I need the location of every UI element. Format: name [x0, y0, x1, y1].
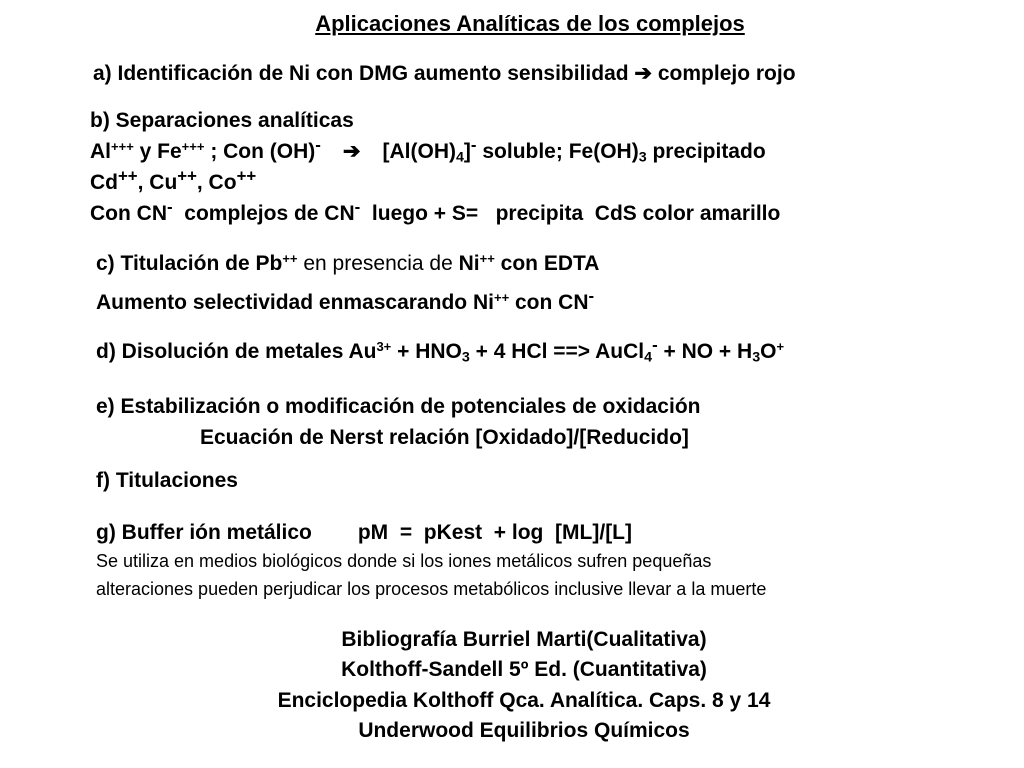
- item-a-text: a) Identificación de Ni con DMG aumento sensibilidad: [93, 62, 635, 85]
- text-disolucion: d) Disolución de metales Au: [96, 340, 377, 363]
- text-fe: y Fe: [133, 140, 182, 163]
- page-title: Aplicaciones Analíticas de los complejos: [315, 11, 745, 36]
- text-equation: pM = pKest + log [ML]/[L]: [357, 521, 633, 544]
- item-e-line-1: e) Estabilización o modificación de potenciales de oxidación: [96, 395, 701, 418]
- sup-cd: ++: [118, 166, 138, 186]
- item-b-line-cations: [90, 166, 257, 196]
- text-en-presencia: en presencia de: [297, 252, 459, 275]
- arrow-right-icon: ➔: [342, 140, 361, 163]
- text-co: , Co: [196, 171, 237, 194]
- sup-pb: ++: [282, 250, 298, 266]
- item-g-line-1: [96, 520, 632, 546]
- item-b-heading: b) Separaciones analíticas: [90, 109, 354, 132]
- text-ni: Ni: [458, 252, 480, 275]
- sup-ni: ++: [479, 250, 495, 266]
- text-complejos: complejos de CN: [172, 202, 355, 225]
- sup-cn-2: -: [354, 197, 361, 217]
- item-d: [96, 335, 785, 366]
- text-soluble: soluble; Fe(OH): [476, 140, 639, 163]
- item-c-line-2: [96, 286, 595, 316]
- sup-o: +: [776, 338, 785, 354]
- text-hcl: + 4 HCl ==> AuCl: [469, 340, 645, 363]
- sup-au: 3+: [376, 338, 392, 354]
- text-al: Al: [90, 140, 111, 163]
- text-aloh: [Al(OH): [382, 140, 456, 163]
- text-titulacion: c) Titulación de Pb: [96, 252, 283, 275]
- text-cu: , Cu: [137, 171, 178, 194]
- sub-3: 3: [638, 149, 647, 166]
- sub-4: 4: [455, 149, 464, 166]
- sup-oh: -: [315, 135, 321, 155]
- item-a: [93, 61, 796, 87]
- sup-fe: +++: [181, 138, 205, 154]
- item-e-line-2: Ecuación de Nerst relación [Oxidado]/[Reducido]: [200, 426, 689, 449]
- text-aumento-selectividad: Aumento selectividad enmascarando Ni: [96, 291, 494, 314]
- text-buffer: g) Buffer ión metálico: [96, 521, 312, 544]
- item-a-result: complejo rojo: [652, 62, 796, 85]
- text-no-h: + NO + H: [657, 340, 753, 363]
- item-b-line-cyanide: [90, 197, 781, 227]
- text-con-cn-2: con CN: [509, 291, 589, 314]
- item-b-line-aluminum: [90, 135, 766, 166]
- item-f: f) Titulaciones: [96, 469, 238, 492]
- item-g-line-3: alteraciones pueden perjudicar los procesos metabólicos inclusive llevar a la muerte: [96, 579, 767, 599]
- sup-co: ++: [236, 166, 257, 186]
- bibliography-line: Underwood Equilibrios Químicos: [358, 719, 690, 742]
- text-precipita: luego + S= precipita CdS color amarillo: [360, 202, 781, 225]
- bibliography-line: Enciclopedia Kolthoff Qca. Analítica. Caps. 8 y 14: [277, 689, 771, 712]
- bibliography-line: Bibliografía Burriel Marti(Cualitativa): [341, 628, 707, 651]
- sup-cn-1: -: [167, 197, 173, 217]
- text-con-oh: ; Con (OH): [204, 140, 316, 163]
- text-o: O: [760, 340, 777, 363]
- sup-aucl: -: [652, 335, 658, 355]
- text-cd: Cd: [90, 171, 118, 194]
- text-hno: + HNO: [391, 340, 462, 363]
- text-con-cn: Con CN: [90, 202, 167, 225]
- text-bracket: ]: [463, 140, 471, 163]
- sup-minus: -: [470, 135, 477, 155]
- sup-al: +++: [111, 138, 134, 154]
- sub-hno3: 3: [461, 349, 470, 366]
- sup-cu: ++: [177, 166, 197, 186]
- arrow-right-icon: ➔: [634, 62, 653, 85]
- item-g-line-2: Se utiliza en medios biológicos donde si los iones metálicos sufren pequeñas: [96, 551, 712, 571]
- text-precipitado: precipitado: [646, 140, 766, 163]
- sub-aucl4: 4: [644, 349, 653, 366]
- item-c-line-1: [96, 251, 599, 277]
- text-con-edta: con EDTA: [494, 252, 600, 275]
- bibliography-line: Kolthoff-Sandell 5º Ed. (Cuantitativa): [341, 658, 707, 681]
- sup-ni-2: ++: [493, 289, 510, 305]
- sup-cn-3: -: [588, 286, 595, 306]
- sub-h3: 3: [752, 349, 761, 366]
